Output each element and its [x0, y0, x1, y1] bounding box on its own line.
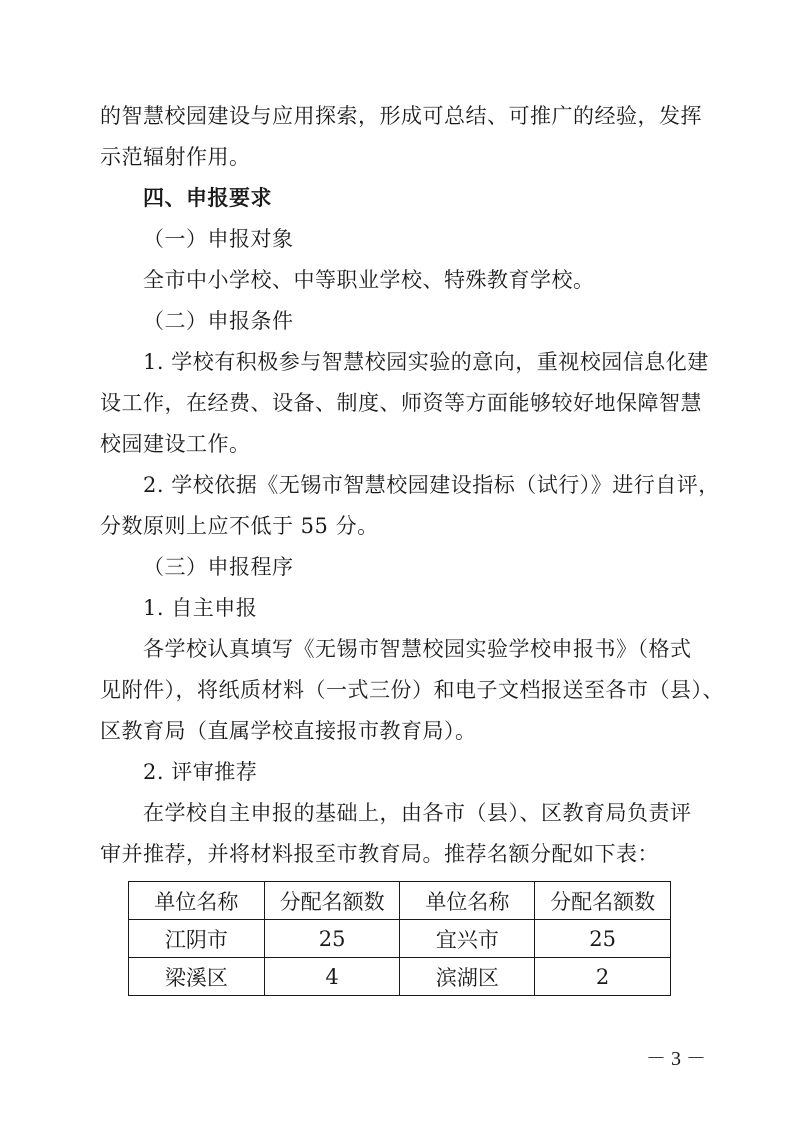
table-cell: 4: [264, 958, 400, 996]
table-header-cell: 单位名称: [400, 882, 535, 920]
paragraph-line: 审并推荐，并将材料报至市教育局。推荐名额分配如下表：: [100, 842, 659, 866]
table-header-cell: 单位名称: [129, 882, 265, 920]
table-cell: 25: [535, 920, 671, 958]
paragraph-line: 见附件），将纸质材料（一式三份）和电子文档报送至各市（县）、: [100, 678, 724, 702]
paragraph-line: 2. 评审推荐: [143, 760, 258, 784]
table-row: [129, 958, 671, 996]
paragraph-line: 区教育局（直属学校直接报市教育局）。: [100, 719, 477, 743]
table-cell: 25: [264, 920, 400, 958]
paragraph-line: 1. 学校有积极参与智慧校园实验的意向，重视校园信息化建: [143, 350, 709, 374]
paragraph-line: 分数原则上应不低于 55 分。: [100, 514, 379, 538]
table-header-cell: 分配名额数: [264, 882, 400, 920]
paragraph-line: 设工作，在经费、设备、制度、师资等方面能够较好地保障智慧: [100, 391, 702, 415]
table-cell: 2: [535, 958, 671, 996]
table-cell: 江阴市: [129, 920, 265, 958]
paragraph-line: 2. 学校依据《无锡市智慧校园建设指标（试行）》进行自评，: [143, 473, 720, 497]
table-cell: 滨湖区: [400, 958, 535, 996]
page-number: － 3 －: [646, 1048, 706, 1070]
section-heading: 四、申报要求: [143, 186, 272, 210]
paragraph-line: 各学校认真填写《无锡市智慧校园实验学校申报书》（格式: [143, 637, 692, 661]
table-cell: 梁溪区: [129, 958, 265, 996]
quota-table: [128, 881, 671, 996]
table-header-cell: 分配名额数: [535, 882, 671, 920]
paragraph-line: 全市中小学校、中等职业学校、特殊教育学校。: [143, 268, 595, 292]
table-header-row: [129, 882, 671, 920]
subsection-heading: （三）申报程序: [143, 555, 294, 579]
paragraph-line: 的智慧校园建设与应用探索，形成可总结、可推广的经验，发挥: [100, 104, 702, 128]
table-cell: 宜兴市: [400, 920, 535, 958]
table-row: [129, 920, 671, 958]
subsection-heading: （二）申报条件: [143, 309, 294, 333]
subsection-heading: （一）申报对象: [143, 227, 294, 251]
paragraph-line: 在学校自主申报的基础上，由各市（县）、区教育局负责评: [143, 801, 692, 825]
paragraph-line: 校园建设工作。: [100, 432, 251, 456]
paragraph-line: 示范辐射作用。: [100, 145, 251, 169]
paragraph-line: 1. 自主申报: [143, 596, 258, 620]
